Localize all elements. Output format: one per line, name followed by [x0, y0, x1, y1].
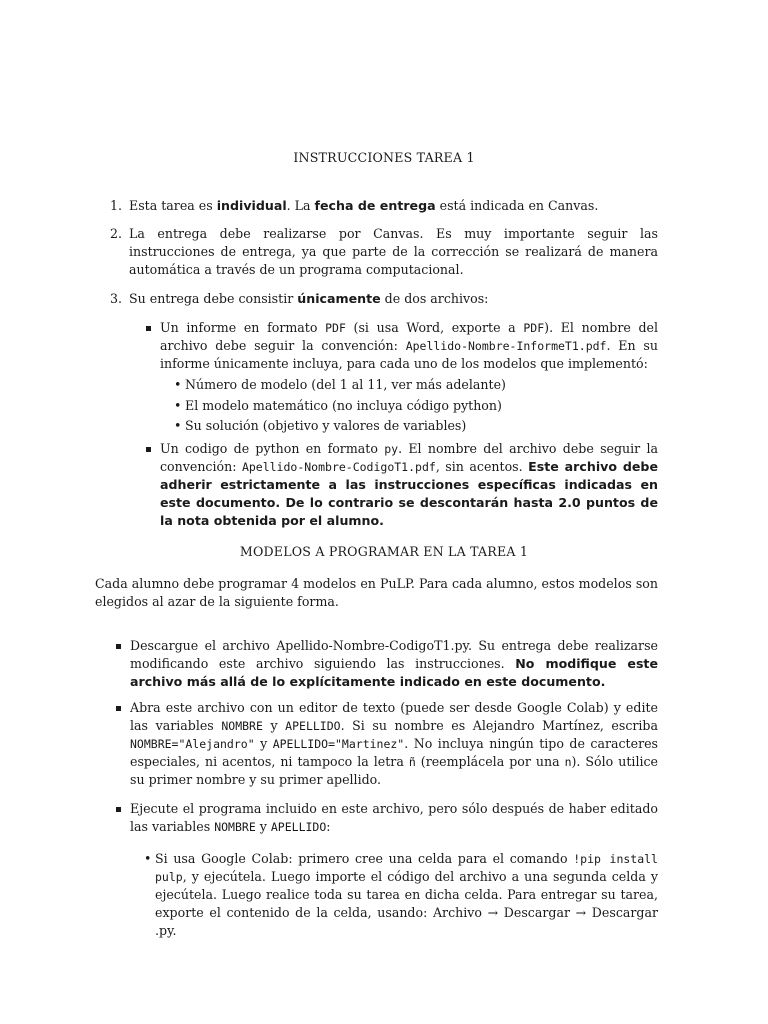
sub-item-colab [140, 850, 658, 940]
bullet-codigo [130, 440, 658, 530]
code-text: NOMBRE [214, 820, 256, 834]
square-bullet-icon [116, 807, 121, 812]
sub-item-3 [170, 417, 658, 435]
list-number: 2. [110, 226, 123, 241]
code-text: Apellido-Nombre-InformeT1.pdf [405, 339, 607, 353]
code-text: PDF [325, 321, 346, 335]
square-bullet-icon [116, 706, 121, 711]
bold-text: fecha de entrega [314, 198, 436, 213]
sub-item-2 [170, 397, 658, 415]
sub-item-text: Su solución (objetivo y valores de variables) [185, 418, 467, 433]
text: Abra este archivo con un editor de texto (puede ser desde Google Colab) y edite las variables [130, 700, 658, 733]
code-text: APELLIDO [285, 719, 341, 733]
text: ). El nombre del archivo debe seguir la convención: [160, 320, 658, 353]
sub-item-text: El modelo matemático (no incluya código python) [185, 398, 502, 413]
text: . En su informe únicamente incluya, para cada uno de los modelos que implementó: [160, 338, 659, 371]
text: Descargue el archivo Apellido-Nombre-CodigoT1.py. Su entrega debe realizarse modificando este archivo siguiendo las instrucciones. [130, 638, 658, 671]
text: de dos archivos: [380, 291, 489, 306]
code-text: !pip install pulp [155, 852, 658, 884]
text: y [255, 819, 271, 834]
list-number: 1. [110, 198, 123, 213]
bullet-informe [130, 319, 658, 373]
text: (reemplácela por una [415, 754, 565, 769]
text: : [326, 819, 331, 834]
list-item-2 [110, 225, 658, 279]
list-item-1 [110, 197, 658, 215]
list-number: 3. [110, 291, 123, 306]
dot-bullet-icon: • [144, 851, 152, 866]
bullet-abra [100, 699, 658, 789]
list-text: La entrega debe realizarse por Canvas. Es muy importante seguir las instrucciones de entrega, ya que parte de la corrección se realizará de manera automática a través de un programa computacional. [129, 226, 658, 277]
text: , y ejecútela. Luego importe el código del archivo a una segunda celda y ejecútela. Luego realice toda su tarea en dicha celda. Para entregar su tarea, exporte el contenido de la celda, usando: Archivo → Descargar → Descargar .py. [155, 869, 658, 938]
code-text: py [384, 442, 399, 456]
dot-bullet-icon: • [174, 377, 182, 392]
bullet-ejecute [100, 800, 658, 836]
text: . El nombre del archivo debe seguir la convención: [160, 441, 659, 474]
bullet-descargue [100, 637, 658, 691]
text: (si usa Word, exporte a [345, 320, 524, 335]
section-title: MODELOS A PROGRAMAR EN LA TAREA 1 [239, 544, 529, 559]
paragraph-intro: Cada alumno debe programar 4 modelos en PuLP. Para cada alumno, estos modelos son elegidos al azar de la siguiente forma. [95, 576, 658, 609]
text: Ejecute el programa incluido en este archivo, pero sólo después de haber editado las variables [130, 801, 658, 834]
text: . Si su nombre es Alejandro Martínez, escriba [340, 718, 658, 733]
text: , sin acentos. [435, 459, 529, 474]
sub-item-1 [170, 376, 658, 394]
bold-text: únicamente [297, 291, 381, 306]
code-text: Apellido-Nombre-CodigoT1.pdf [241, 460, 436, 474]
text: y [254, 736, 273, 751]
text: . La [286, 198, 315, 213]
dot-bullet-icon: • [174, 398, 182, 413]
bold-text: individual [216, 198, 287, 213]
code-text: APELLIDO [270, 820, 327, 834]
code-text: NOMBRE [221, 719, 263, 733]
square-bullet-icon [146, 447, 151, 452]
sub-item-text: Número de modelo (del 1 al 11, ver más adelante) [185, 377, 506, 392]
text: . No incluya ningún tipo de caracteres especiales, ni acentos, ni tampoco la letra [130, 736, 659, 769]
dot-bullet-icon: • [174, 418, 182, 433]
text: está indicada en Canvas. [435, 198, 599, 213]
text: y [262, 718, 286, 733]
code-text: n [564, 755, 572, 769]
square-bullet-icon [146, 326, 151, 331]
list-item-3 [110, 290, 658, 308]
code-text: NOMBRE="Alejandro" [130, 737, 255, 751]
text: Su entrega debe consistir [129, 291, 298, 306]
code-text: ñ [408, 755, 416, 769]
text: ). Sólo utilice su primer nombre y su primer apellido. [130, 754, 659, 787]
code-text: PDF [523, 321, 545, 335]
page-title: INSTRUCCIONES TAREA 1 [293, 150, 475, 165]
bold-text: No modifique este archivo más allá de lo explícitamente indicado en este documento. [130, 656, 658, 689]
bold-text: Este archivo debe adherir estrictamente a las instrucciones específicas indicadas en este documento. De lo contrario se descontarán hasta 2.0 puntos de la nota obtenida por el alumno. [160, 459, 658, 528]
text: Un informe en formato [160, 320, 326, 335]
square-bullet-icon [116, 644, 121, 649]
code-text: APELLIDO="Martinez" [272, 737, 405, 751]
text: Si usa Google Colab: primero cree una celda para el comando [155, 851, 574, 866]
text: Esta tarea es [129, 198, 217, 213]
text: Un codigo de python en formato [160, 441, 385, 456]
